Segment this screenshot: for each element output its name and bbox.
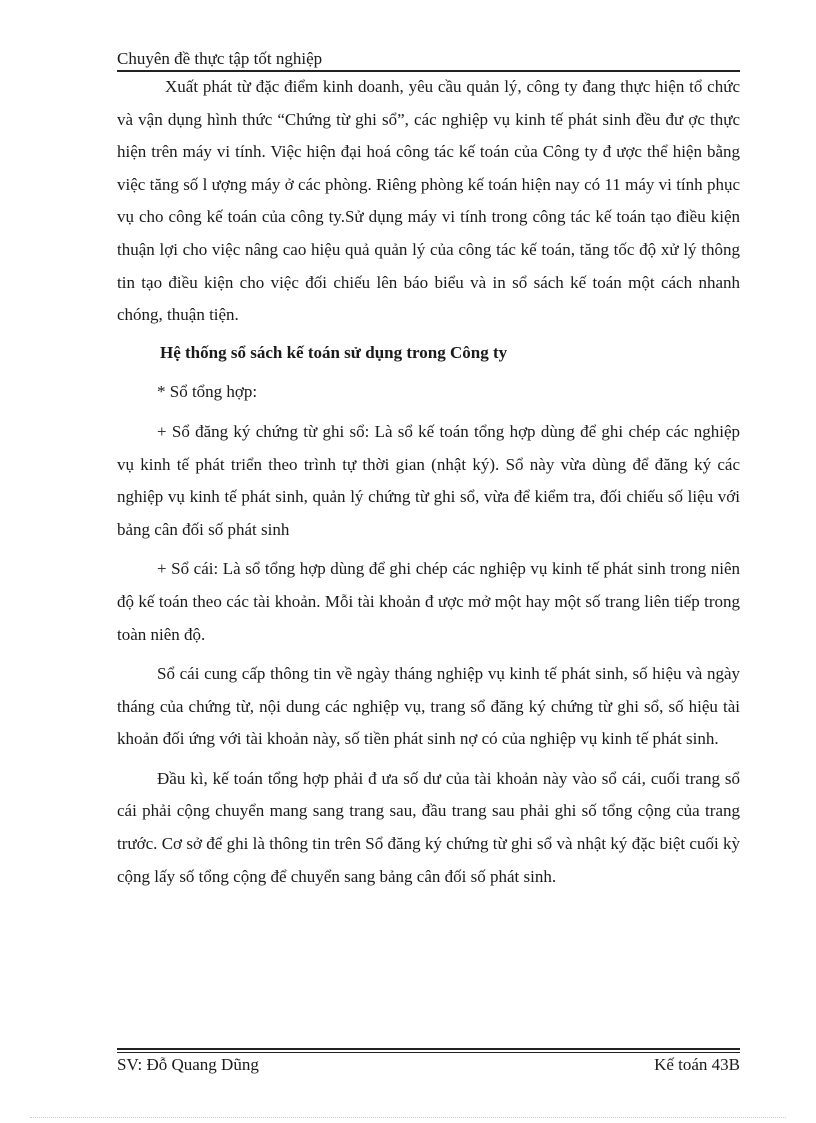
footer-rule xyxy=(117,1048,740,1053)
document-body xyxy=(117,71,740,893)
paragraph-so-cai-info: Sổ cái cung cấp thông tin về ngày tháng nghiệp vụ kinh tế phát sinh, số hiệu và ngày tháng của chứng từ, nội dung các nghiệp vụ, trang sổ đăng ký chứng từ ghi sổ, số hiệu tài khoản đối ứng với tài khoản này, số tiền phát sinh nợ có của nghiệp vụ kinh tế phát sinh. xyxy=(117,664,740,749)
paragraph-so-dang-ky: + Sổ đăng ký chứng từ ghi sổ: Là sổ kế toán tổng hợp dùng để ghi chép các nghiệp vụ kinh tế phát triển theo trình tự thời gian (nhật ký). Sổ này vừa dùng để đăng ký các nghiệp vụ kinh tế phát sinh, quản lý chứng từ ghi sổ, vừa để kiểm tra, đối chiếu số liệu với bảng cân đối số phát sinh xyxy=(117,421,740,539)
paragraph-dau-ki: Đầu kì, kế toán tổng hợp phải đ ưa số dư của tài khoản này vào sổ cái, cuối trang sổ cái phải cộng chuyển mang sang trang sau, đầu trang sau phải ghi số tổng cộng của trang trước. Cơ sở để ghi là thông tin trên Sổ đăng ký chứng từ ghi sổ và nhật ký đặc biệt cuối kỳ cộng lấy số tổng cộng để chuyển sang bảng cân đối số phát sinh. xyxy=(117,768,740,886)
page-header: Chuyên đề thực tập tốt nghiệp xyxy=(117,49,323,68)
footer-student-name: SV: Đỗ Quang Dũng xyxy=(117,1055,259,1074)
paragraph-intro: Xuất phát từ đặc điểm kinh doanh, yêu cầu quản lý, công ty đang thực hiện tổ chức và vận dụng hình thức “Chứng từ ghi sổ”, các nghiệp vụ kinh tế phát sinh đều đư ợc thực hiện trên máy vi tính. Việc hiện đại hoá công tác kế toán của Công ty đ ược thể hiện bằng việc tăng số l ượng máy ở các phòng. Riêng phòng kế toán hiện nay có 11 máy vi tính phục vụ cho công kế toán của công ty.Sử dụng máy vi tính trong công tác kế toán tạo điều kiện thuận lợi cho việc nâng cao hiệu quả quản lý của công tác kế toán, tăng tốc độ xử lý thông tin tạo điều kiện cho việc đối chiếu lên báo biểu và in sổ sách kế toán một cách nhanh chóng, thuận tiện. xyxy=(117,77,740,325)
page-footer xyxy=(117,1055,740,1075)
paragraph-so-cai: + Sổ cái: Là sổ tổng hợp dùng để ghi chép các nghiệp vụ kinh tế phát sinh trong niên độ kế toán theo các tài khoản. Mỗi tài khoản đ ược mở một hay một số trang liên tiếp trong toàn niên độ. xyxy=(117,559,740,644)
page-bottom-dotted-line xyxy=(30,1117,786,1118)
section-title: Hệ thống sổ sách kế toán sử dụng trong Công ty xyxy=(160,342,508,362)
sub-heading: * Sổ tổng hợp: xyxy=(157,382,258,402)
footer-class: Kế toán 43B xyxy=(654,1055,740,1074)
